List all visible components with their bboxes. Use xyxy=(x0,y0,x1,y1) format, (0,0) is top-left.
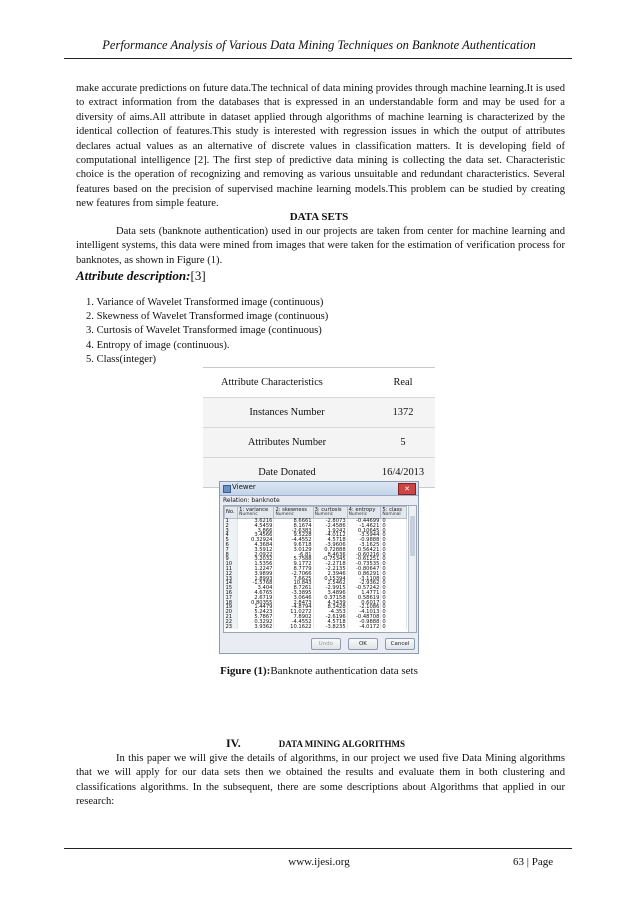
grid-cell[interactable]: -2.6383 xyxy=(274,529,313,534)
grid-cell[interactable]: 1.5356 xyxy=(238,562,274,567)
grid-cell[interactable]: 3.2032 xyxy=(238,557,274,562)
grid-cell[interactable]: 8.4636 xyxy=(313,553,347,558)
column-type: Numeric xyxy=(275,511,294,517)
column-name: 2: skewness xyxy=(275,506,308,513)
row-number: 10 xyxy=(225,562,238,567)
grid-cell[interactable]: 5.7867 xyxy=(238,615,274,620)
table-cell-label: Attribute Characteristics xyxy=(203,368,371,398)
grid-cell[interactable]: 2.6719 xyxy=(238,596,274,601)
grid-cell[interactable]: 8.1674 xyxy=(274,524,313,529)
grid-cell[interactable]: 7.8902 xyxy=(274,615,313,620)
weka-viewer-window xyxy=(219,481,419,654)
table-cell-label: Attributes Number xyxy=(203,428,371,458)
grid-cell[interactable]: 0 xyxy=(381,586,407,591)
grid-cell[interactable]: -2.2135 xyxy=(313,567,347,572)
column-type: Numeric xyxy=(348,511,368,517)
grid-cell[interactable]: -4.0172 xyxy=(347,625,381,630)
grid-cell[interactable]: 3.5912 xyxy=(238,548,274,553)
grid-cell[interactable]: 4.3684 xyxy=(238,543,274,548)
grid-cell[interactable]: 0.37158 xyxy=(313,596,347,601)
grid-cell[interactable]: 0 xyxy=(381,524,407,529)
header-rule xyxy=(64,58,572,59)
row-number: 16 xyxy=(225,591,238,596)
grid-cell[interactable]: 2.8473 xyxy=(274,601,313,606)
row-number: 13 xyxy=(225,577,238,582)
column-type: Nominal xyxy=(382,511,401,517)
row-number: 15 xyxy=(225,586,238,591)
grid-cell[interactable]: -2.9915 xyxy=(313,586,347,591)
grid-cell[interactable]: -4.353 xyxy=(313,610,347,615)
grid-cell[interactable]: 0 xyxy=(381,553,407,558)
grid-cell[interactable]: -4.0112 xyxy=(313,533,347,538)
grid-cell[interactable]: -3.1108 xyxy=(347,577,381,582)
scrollbar-thumb[interactable] xyxy=(410,516,415,556)
grid-cell[interactable]: 0 xyxy=(381,620,407,625)
grid-cell[interactable]: -0.9888 xyxy=(347,620,381,625)
grid-cell[interactable]: -2.2718 xyxy=(313,562,347,567)
grid-column-header[interactable] xyxy=(313,507,347,519)
grid-cell[interactable]: 5.7588 xyxy=(274,557,313,562)
grid-cell[interactable]: -2.7066 xyxy=(274,572,313,577)
grid-cell[interactable]: 0.56421 xyxy=(347,548,381,553)
grid-column-header[interactable] xyxy=(381,507,407,519)
figure-caption-label: Figure (1): xyxy=(220,665,271,677)
grid-cell[interactable]: 3.0646 xyxy=(274,596,313,601)
close-icon[interactable]: ✕ xyxy=(398,483,416,495)
grid-cell[interactable]: -4.4552 xyxy=(274,620,313,625)
grid-cell[interactable]: 10.843 xyxy=(274,581,313,586)
column-type: Numeric xyxy=(314,511,334,517)
table-cell-value: Real xyxy=(371,368,435,398)
grid-cell[interactable]: 4.6765 xyxy=(238,591,274,596)
column-name: 4: entropy xyxy=(348,506,376,513)
grid-cell[interactable]: 8.6661 xyxy=(274,519,313,524)
table-row xyxy=(203,368,435,398)
grid-cell[interactable]: -1.5768 xyxy=(238,581,274,586)
data-grid[interactable] xyxy=(223,505,417,633)
row-number: 17 xyxy=(225,596,238,601)
grid-cell[interactable]: 0 xyxy=(381,615,407,620)
grid-cell[interactable]: 0 xyxy=(381,538,407,543)
table-cell-value: 5 xyxy=(371,428,435,458)
grid-column-header[interactable] xyxy=(274,507,313,519)
grid-cell[interactable]: 0.80355 xyxy=(238,601,274,606)
viewer-title: Viewer xyxy=(232,483,256,491)
grid-cell[interactable]: -0.57242 xyxy=(347,586,381,591)
figure-caption-text: Banknote authentication data sets xyxy=(270,665,418,677)
row-number: 7 xyxy=(225,548,238,553)
grid-cell[interactable]: 8.7261 xyxy=(274,586,313,591)
attribute-item: 3. Curtosis of Wavelet Transformed image (continuous) xyxy=(86,325,322,337)
grid-body xyxy=(225,519,407,630)
grid-cell[interactable]: 4.5459 xyxy=(238,524,274,529)
row-number: 9 xyxy=(225,557,238,562)
grid-cell[interactable]: 3.9362 xyxy=(238,625,274,630)
table-cell-value: 1372 xyxy=(371,398,435,428)
section-number: IV. xyxy=(226,736,241,750)
grid-cell[interactable]: 0 xyxy=(381,610,407,615)
column-name: No. xyxy=(226,509,235,516)
grid-cell[interactable]: -4.1013 xyxy=(347,610,381,615)
grid-cell[interactable]: -0.48708 xyxy=(347,615,381,620)
section-heading xyxy=(226,736,405,751)
grid-cell[interactable]: 0 xyxy=(381,605,407,610)
grid-cell[interactable]: -0.73535 xyxy=(347,562,381,567)
grid-cell[interactable]: -4.8794 xyxy=(274,605,313,610)
attribute-list xyxy=(86,296,328,367)
grid-cell[interactable]: 9.5228 xyxy=(274,533,313,538)
grid-cell[interactable]: 0 xyxy=(381,529,407,534)
grid-cell[interactable]: 0.10645 xyxy=(347,529,381,534)
grid-cell[interactable]: 3.404 xyxy=(238,586,274,591)
footer-rule xyxy=(64,848,572,849)
row-number: 18 xyxy=(225,601,238,606)
vertical-scrollbar[interactable] xyxy=(408,506,416,632)
table-cell-label: Date Donated xyxy=(203,458,371,488)
grid-cell[interactable]: -4.4552 xyxy=(274,538,313,543)
grid-cell[interactable]: 3.6216 xyxy=(238,519,274,524)
column-name: 1: variance xyxy=(239,506,269,513)
grid-cell[interactable]: -2.4586 xyxy=(313,524,347,529)
grid-cell[interactable]: 4.5718 xyxy=(313,620,347,625)
attribute-item: 1. Variance of Wavelet Transformed image (continuous) xyxy=(86,297,324,308)
section-title: DATA MINING ALGORITHMS xyxy=(278,739,405,749)
grid-cell[interactable]: -0.9888 xyxy=(347,538,381,543)
grid-cell[interactable]: -1.4621 xyxy=(347,524,381,529)
row-number: 21 xyxy=(225,615,238,620)
grid-cell[interactable]: 0.3292 xyxy=(238,620,274,625)
grid-cell[interactable]: 0.15394 xyxy=(313,577,347,582)
grid-cell[interactable]: 0 xyxy=(381,533,407,538)
grid-cell[interactable]: -2.6196 xyxy=(313,615,347,620)
grid-column-header[interactable] xyxy=(238,507,274,519)
grid-cell[interactable]: 0 xyxy=(381,581,407,586)
grid-cell[interactable]: 0 xyxy=(381,591,407,596)
attribute-item: 2. Skewness of Wavelet Transformed image (continuous) xyxy=(86,311,329,323)
grid-cell[interactable]: -6.81 xyxy=(274,553,313,558)
row-number: 11 xyxy=(225,567,238,572)
row-number: 20 xyxy=(225,610,238,615)
table-cell-value: 16/4/2013 xyxy=(371,458,435,488)
grid-cell[interactable]: 3.866 xyxy=(238,529,274,534)
grid-cell[interactable]: 0 xyxy=(381,562,407,567)
grid-cell[interactable]: 0 xyxy=(381,567,407,572)
app-icon xyxy=(223,485,231,493)
row-number: 8 xyxy=(225,553,238,558)
datasets-paragraph: Data sets (banknote authentication) used in our projects are taken from center for machine learning and intelligent systems, this data were mined from images that were taken for the estimation of verification process for banknotes, as shown in Figure (1). xyxy=(76,226,565,266)
column-name: 3: curtosis xyxy=(314,506,342,513)
table-row[interactable] xyxy=(225,625,407,630)
grid-cell[interactable]: 2.5462 xyxy=(313,581,347,586)
table-cell-label: Instances Number xyxy=(203,398,371,428)
grid-cell[interactable]: 1.8993 xyxy=(238,577,274,582)
grid-cell[interactable]: 11.0272 xyxy=(274,610,313,615)
grid-cell[interactable]: 1.4771 xyxy=(347,591,381,596)
footer-page-number: 63 | Page xyxy=(513,856,554,868)
grid-cell[interactable]: 7.6625 xyxy=(274,577,313,582)
grid-cell[interactable]: 4.5718 xyxy=(313,538,347,543)
grid-cell[interactable]: 3.0129 xyxy=(274,548,313,553)
grid-cell[interactable]: 0 xyxy=(381,557,407,562)
grid-cell[interactable]: 2.3946 xyxy=(313,572,347,577)
data-grid-table xyxy=(224,506,407,629)
grid-cell[interactable]: 9.6718 xyxy=(274,543,313,548)
intro-paragraph: make accurate predictions on future data.The technical of data mining provides through machine learning.It is used to extract information from the databases that is expressed in an understandable form and may be used for a diversity of aims.All attribute in dataset applied through algorithms of machine learning is characterized by the identical collection of features.This study is interested with regression issues in which the output of attributes declares actual values as an alternative of discrete values in classification matters. It is developing field of computational intelligence [2]. The first step of predictive data mining is collecting the data set. Characteristic choice is the operation of recognizing and removing as various unsuitable and redundant characteristics. Several features based on the precision of supervised machine learning models.This problem can be studied by creating new features from simple feature. xyxy=(76,83,565,210)
relation-label: Relation: banknote xyxy=(223,497,280,504)
grid-cell[interactable]: 0 xyxy=(381,548,407,553)
row-number: 14 xyxy=(225,581,238,586)
grid-cell[interactable]: -3.5944 xyxy=(347,533,381,538)
dataset-characteristics-table xyxy=(203,367,435,488)
row-number: 6 xyxy=(225,543,238,548)
datasets-heading: DATA SETS xyxy=(289,211,349,223)
section-paragraph: In this paper we will give the details of algorithms, in our project we used five Data Mining algorithms that we will apply for our data sets then we obtained the results and evaluate them in both clustering and classifications algorithms. In the subsequent, there are some descriptions about Algorithms that applied in our research: xyxy=(76,753,565,808)
attribute-description-title: Attribute description: xyxy=(76,268,191,283)
grid-column-header[interactable] xyxy=(347,507,381,519)
grid-cell[interactable]: 0.72888 xyxy=(313,548,347,553)
grid-cell[interactable]: 4.3439 xyxy=(313,601,347,606)
grid-cell[interactable]: 0 xyxy=(381,577,407,582)
row-number: 1 xyxy=(225,519,238,524)
grid-cell[interactable]: -0.75345 xyxy=(313,557,347,562)
grid-cell[interactable]: 3.9899 xyxy=(238,572,274,577)
grid-column-header[interactable] xyxy=(225,507,238,519)
grid-cell[interactable]: -0.61251 xyxy=(347,557,381,562)
grid-cell[interactable]: 0.86291 xyxy=(347,572,381,577)
grid-cell[interactable]: 0.32924 xyxy=(238,538,274,543)
grid-cell[interactable]: -0.60216 xyxy=(347,553,381,558)
grid-cell[interactable]: 5.2423 xyxy=(238,610,274,615)
grid-header-row xyxy=(225,507,407,519)
row-number: 3 xyxy=(225,529,238,534)
grid-cell[interactable]: 0 xyxy=(381,625,407,630)
row-number: 4 xyxy=(225,533,238,538)
grid-cell[interactable]: 3.4896 xyxy=(313,591,347,596)
attribute-description-ref: [3] xyxy=(190,268,206,283)
ok-button[interactable]: OK xyxy=(348,638,378,650)
grid-cell[interactable]: -0.80647 xyxy=(347,567,381,572)
grid-cell[interactable]: 0.6017 xyxy=(347,601,381,606)
grid-cell[interactable]: 8.3428 xyxy=(313,605,347,610)
grid-cell[interactable]: 0 xyxy=(381,543,407,548)
table-row xyxy=(203,428,435,458)
grid-cell[interactable]: -0.44699 xyxy=(347,519,381,524)
row-number: 23 xyxy=(225,625,238,630)
grid-cell[interactable]: 0.58619 xyxy=(347,596,381,601)
grid-cell[interactable]: 2.0922 xyxy=(238,553,274,558)
grid-cell[interactable]: 10.1622 xyxy=(274,625,313,630)
grid-cell[interactable]: -3.3895 xyxy=(274,591,313,596)
grid-cell[interactable]: 3.4566 xyxy=(238,533,274,538)
grid-cell[interactable]: -2.1086 xyxy=(347,605,381,610)
grid-cell[interactable]: 9.1772 xyxy=(274,562,313,567)
table-row xyxy=(203,398,435,428)
grid-cell[interactable]: 1.2247 xyxy=(238,567,274,572)
grid-cell[interactable]: -3.1625 xyxy=(347,543,381,548)
cancel-button[interactable]: Cancel xyxy=(385,638,415,650)
undo-button[interactable]: Undo xyxy=(311,638,341,650)
row-number: 12 xyxy=(225,572,238,577)
grid-cell[interactable]: 0 xyxy=(381,601,407,606)
grid-cell[interactable]: 0 xyxy=(381,519,407,524)
grid-cell[interactable]: 1.4479 xyxy=(238,605,274,610)
row-number: 2 xyxy=(225,524,238,529)
running-header: Performance Analysis of Various Data Mining Techniques on Banknote Authentication xyxy=(102,38,536,52)
footer-url: www.ijesi.org xyxy=(288,856,350,868)
viewer-titlebar[interactable] xyxy=(220,482,418,496)
column-type: Numeric xyxy=(239,511,258,517)
grid-cell[interactable]: -3.8235 xyxy=(313,625,347,630)
column-name: 5: class xyxy=(382,506,402,513)
attribute-item: 5. Class(integer) xyxy=(86,353,157,365)
grid-cell[interactable]: 0 xyxy=(381,596,407,601)
attribute-item: 4. Entropy of image (continuous). xyxy=(86,339,230,351)
grid-cell[interactable]: -2.8073 xyxy=(313,519,347,524)
grid-cell[interactable]: 1.9242 xyxy=(313,529,347,534)
viewer-buttons xyxy=(309,630,415,650)
figure-caption xyxy=(0,665,638,677)
row-number: 5 xyxy=(225,538,238,543)
grid-cell[interactable]: 0 xyxy=(381,572,407,577)
row-number: 19 xyxy=(225,605,238,610)
grid-cell[interactable]: 8.7779 xyxy=(274,567,313,572)
grid-cell[interactable]: -2.9362 xyxy=(347,581,381,586)
attribute-description-heading xyxy=(76,268,206,284)
row-number: 22 xyxy=(225,620,238,625)
grid-cell[interactable]: -3.9606 xyxy=(313,543,347,548)
